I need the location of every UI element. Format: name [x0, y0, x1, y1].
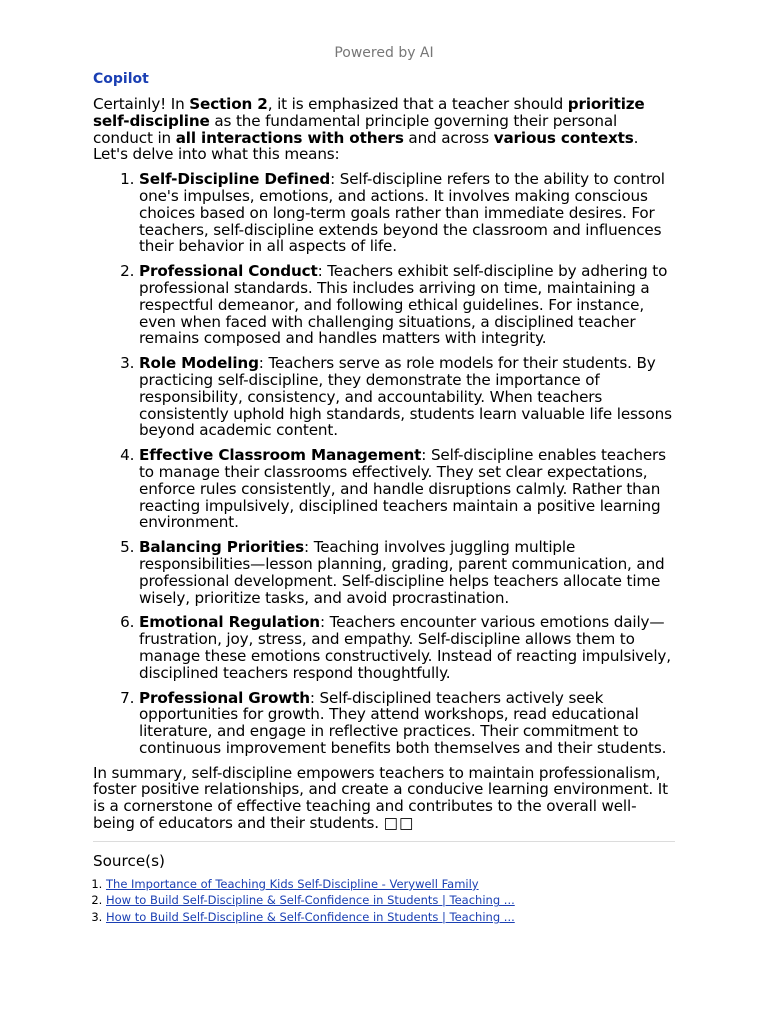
point-item — [139, 355, 675, 439]
emoji-glyphs-icon: □□ — [383, 814, 415, 833]
source-item — [106, 876, 675, 893]
intro-bold-contexts: various contexts — [493, 128, 634, 147]
point-text: : Teaching involves juggling multiple responsibilities—lesson planning, grading, parent communication, and professional development. Self-discipline helps teachers allocate time wisely, prioritize tasks, and avoid procrastination. — [139, 538, 665, 607]
point-title: Professional Growth — [139, 688, 310, 707]
point-item — [139, 447, 675, 531]
source-item — [106, 909, 675, 926]
point-title: Effective Classroom Management — [139, 446, 422, 465]
point-text: : Self-disciplined teachers actively seek opportunities for growth. They attend workshops, read educational literature, and engage in reflective practices. Their commitment to continuous improvement benefits both themselves and their students. — [139, 688, 667, 757]
source-link[interactable]: How to Build Self-Discipline & Self-Confidence in Students | Teaching ... — [106, 909, 515, 924]
sources-list — [93, 876, 675, 926]
point-text: : Teachers serve as role models for their students. By practicing self-discipline, they demonstrate the importance of responsibility, consistency, and accountability. When teachers consistently uphold high standards, students learn valuable life lessons beyond academic content. — [139, 354, 672, 440]
intro-text-5: . Let's delve into what this means: — [93, 128, 639, 164]
intro-text-1: Certainly! In — [93, 95, 190, 113]
powered-by-label: Powered by AI — [334, 45, 434, 61]
point-title: Professional Conduct — [139, 262, 318, 281]
intro-bold-section: Section 2 — [189, 95, 268, 113]
point-item — [139, 690, 675, 757]
source-link[interactable]: How to Build Self-Discipline & Self-Confidence in Students | Teaching ... — [106, 893, 515, 908]
point-text: : Self-discipline enables teachers to manage their classrooms effectively. They set clear expectations, enforce rules consistently, and handle disruptions calmly. Rather than reacting impulsively, disciplined teachers maintain a positive learning environment. — [139, 446, 666, 532]
source-link[interactable]: The Importance of Teaching Kids Self-Discipline - Verywell Family — [106, 876, 479, 891]
sources-divider — [93, 841, 675, 842]
sources-heading: Source(s) — [93, 851, 165, 870]
summary-text: In summary, self-discipline empowers teachers to maintain professionalism, foster positive relationships, and create a conducive learning environment. It is a cornerstone of effective teaching and contributes to the overall well-being of educators and their students. — [93, 763, 668, 833]
intro-bold-prioritize: prioritize self-discipline — [93, 95, 645, 130]
intro-paragraph — [93, 96, 675, 163]
points-list — [93, 171, 675, 757]
point-text: : Self-discipline refers to the ability to control one's impulses, emotions, and actions. It involves making conscious choices based on long-term goals rather than immediate desires. For teachers, self-discipline extends beyond the classroom and influences their behavior in all aspects of life. — [139, 170, 665, 256]
intro-text-2: , it is emphasized that a teacher should — [267, 95, 568, 113]
intro-text-4: and across — [403, 128, 494, 147]
copilot-response-page — [93, 0, 675, 925]
point-title: Self-Discipline Defined — [139, 170, 331, 189]
point-item — [139, 171, 675, 255]
copilot-brand-label: Copilot — [93, 71, 149, 87]
point-title: Emotional Regulation — [139, 613, 320, 632]
source-item — [106, 892, 675, 909]
intro-bold-interactions: all interactions with others — [175, 128, 404, 147]
point-title: Balancing Priorities — [139, 538, 305, 557]
point-item — [139, 614, 675, 681]
point-title: Role Modeling — [139, 354, 259, 373]
point-item — [139, 539, 675, 606]
point-item — [139, 263, 675, 347]
point-text: : Teachers encounter various emotions daily—frustration, joy, stress, and empathy. Self-discipline allows them to manage these emotions constructively. Instead of reacting impulsively, disciplined teachers respond thoughtfully. — [139, 613, 671, 682]
point-text: : Teachers exhibit self-discipline by adhering to professional standards. This includes arriving on time, maintaining a respectful demeanor, and following ethical guidelines. For instance, even when faced with challenging situations, a disciplined teacher remains composed and handles matters with integrity. — [139, 262, 668, 348]
summary-paragraph — [93, 765, 675, 832]
intro-text-3: as the fundamental principle governing their personal conduct in — [93, 111, 618, 147]
